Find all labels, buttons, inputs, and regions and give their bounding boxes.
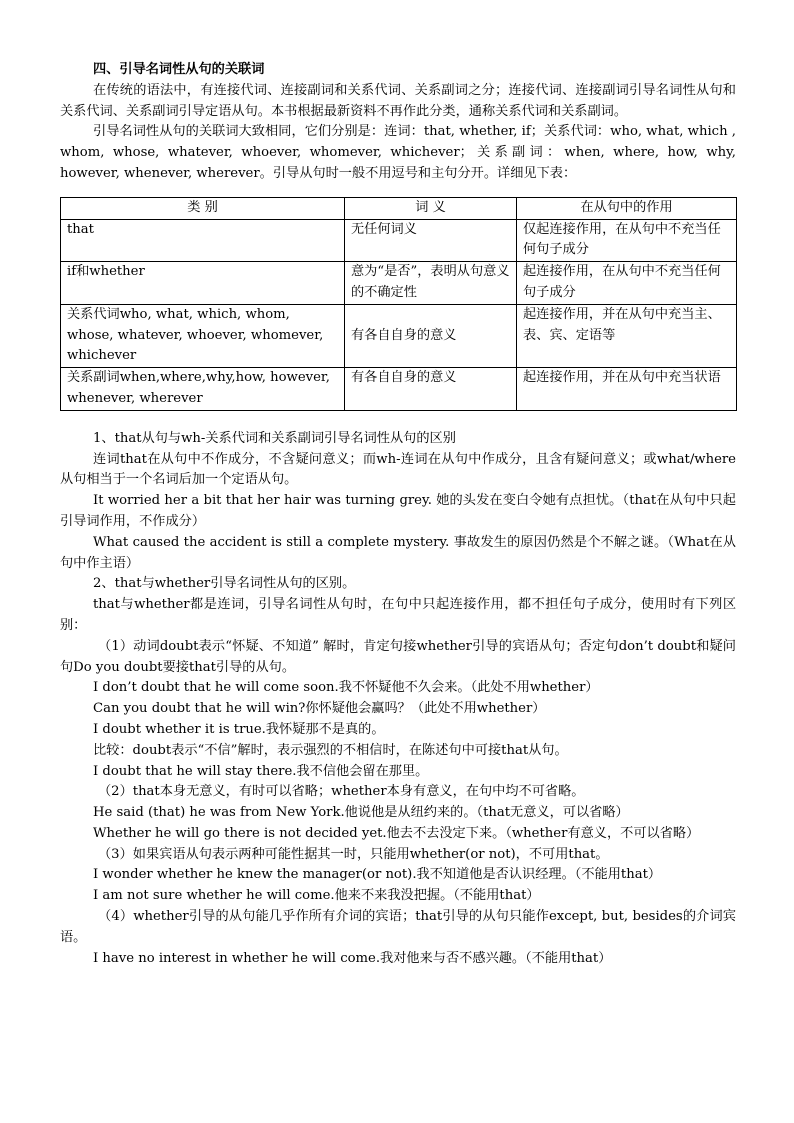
table-row [61, 304, 737, 367]
body-paragraph: （4）whether引导的从句能几乎作所有介词的宾语；that引导的从句只能作except, but, besides的介词宾语。 [60, 909, 736, 945]
table-header-row [61, 197, 737, 219]
table-row [61, 368, 737, 411]
table-cell: 有各自自身的意义 [345, 304, 517, 367]
body-paragraph: （2）that本身无意义，有时可以省略；whether本身有意义，在句中均不可省略。 [98, 784, 585, 800]
table-cell: 仅起连接作用，在从句中不充当任何句子成分 [517, 219, 737, 262]
table-cell: 起连接作用，并在从句中充当状语 [517, 368, 737, 411]
table-header-function: 在从句中的作用 [517, 197, 737, 219]
document-page [60, 60, 736, 969]
table-row [61, 262, 737, 305]
body-paragraph: （3）如果宾语从句表示两种可能性据其一时，只能用whether(or not)，不可用that。 [98, 846, 609, 862]
body-paragraph: Can you doubt that he will win?你怀疑他会赢吗？（此处不用whether） [93, 701, 546, 717]
body-paragraph: I am not sure whether he will come.他来不来我没把握。（不能用that） [93, 888, 540, 904]
table-header-meaning: 词 义 [345, 197, 517, 219]
intro-paragraph-1: 在传统的语法中，有连接代词、连接副词和关系代词、关系副词之分；连接代词、连接副词引导名词性从句和关系代词、关系副词引导定语从句。本书根据最新资料不再作此分类，通称关系代词和关系副词。 [60, 82, 736, 119]
body-section [60, 429, 736, 970]
body-paragraph: that与whether都是连词，引导名词性从句时，在句中只起连接作用，都不担任句子成分，使用时有下列区别： [60, 597, 736, 633]
table-cell: 关系副词when,where,why,how, however, whenever, wherever [61, 368, 345, 411]
table-cell: that [61, 219, 345, 262]
table-cell: 有各自自身的意义 [345, 368, 517, 411]
body-paragraph: 2、that与whether引导名词性从句的区别。 [93, 576, 356, 592]
body-paragraph: I doubt that he will stay there.我不信他会留在那里。 [93, 763, 429, 779]
table-row [61, 219, 737, 262]
body-paragraph: I don’t doubt that he will come soon.我不怀疑他不久会来。（此处不用whether） [93, 680, 599, 696]
table-header-category: 类 别 [61, 197, 345, 219]
table-cell: 关系代词who, what, which, whom, whose, whatever, whoever, whomever, whichever [61, 304, 345, 367]
body-paragraph: What caused the accident is still a complete mystery. 事故发生的原因仍然是个不解之谜。（What在从句中作主语） [60, 534, 736, 571]
body-paragraph: 比较：doubt表示“不信”解时，表示强烈的不相信时，在陈述句中可接that从句。 [93, 742, 568, 758]
intro-paragraph-2: 引导名词性从句的关联词大致相同，它们分别是：连词：that, whether, if；关系代词：who, what, which , whom, whose, whatever, whoever, whomever, whichever；关系副词：when, where, how, why, however, whenever, wherever。引导从句时一般不用逗号和主句分开。详细见下表： [60, 124, 736, 181]
body-paragraph: Whether he will go there is not decided yet.他去不去没定下来。（whether有意义，不可以省略） [93, 825, 700, 841]
table-cell: 起连接作用，在从句中不充当任何句子成分 [517, 262, 737, 305]
body-paragraph: He said (that) he was from New York.他说他是从纽约来的。（that无意义，可以省略） [93, 805, 629, 821]
body-paragraph: （1）动词doubt表示“怀疑、不知道” 解时，肯定句接whether引导的宾语从句；否定句don’t doubt和疑问句Do you doubt要接that引导的从句。 [60, 638, 736, 675]
table-cell: if和whether [61, 262, 345, 305]
table-cell: 起连接作用，并在从句中充当主、表、宾、定语等 [517, 304, 737, 367]
body-paragraph: I doubt whether it is true.我怀疑那不是真的。 [93, 721, 385, 737]
connectives-table [60, 197, 737, 411]
body-paragraph: 1、that从句与wh-关系代词和关系副词引导名词性从句的区别 [93, 430, 456, 446]
table-cell: 无任何词义 [345, 219, 517, 262]
body-paragraph: 连词that在从句中不作成分，不含疑问意义；而wh-连词在从句中作成分，且含有疑问意义；或what/where从句相当于一个名词后加一个定语从句。 [60, 451, 736, 488]
body-paragraph: It worried her a bit that her hair was turning grey. 她的头发在变白令她有点担忧。（that在从句中只起引导词作用，不作成分） [60, 493, 736, 529]
body-paragraph: I wonder whether he knew the manager(or not).我不知道他是否认识经理。（不能用that） [93, 867, 662, 883]
table-cell: 意为“是否”，表明从句意义的不确定性 [345, 262, 517, 305]
section-heading: 四、引导名词性从句的关联词 [93, 62, 265, 77]
body-paragraph: I have no interest in whether he will come.我对他来与否不感兴趣。（不能用that） [93, 950, 612, 966]
